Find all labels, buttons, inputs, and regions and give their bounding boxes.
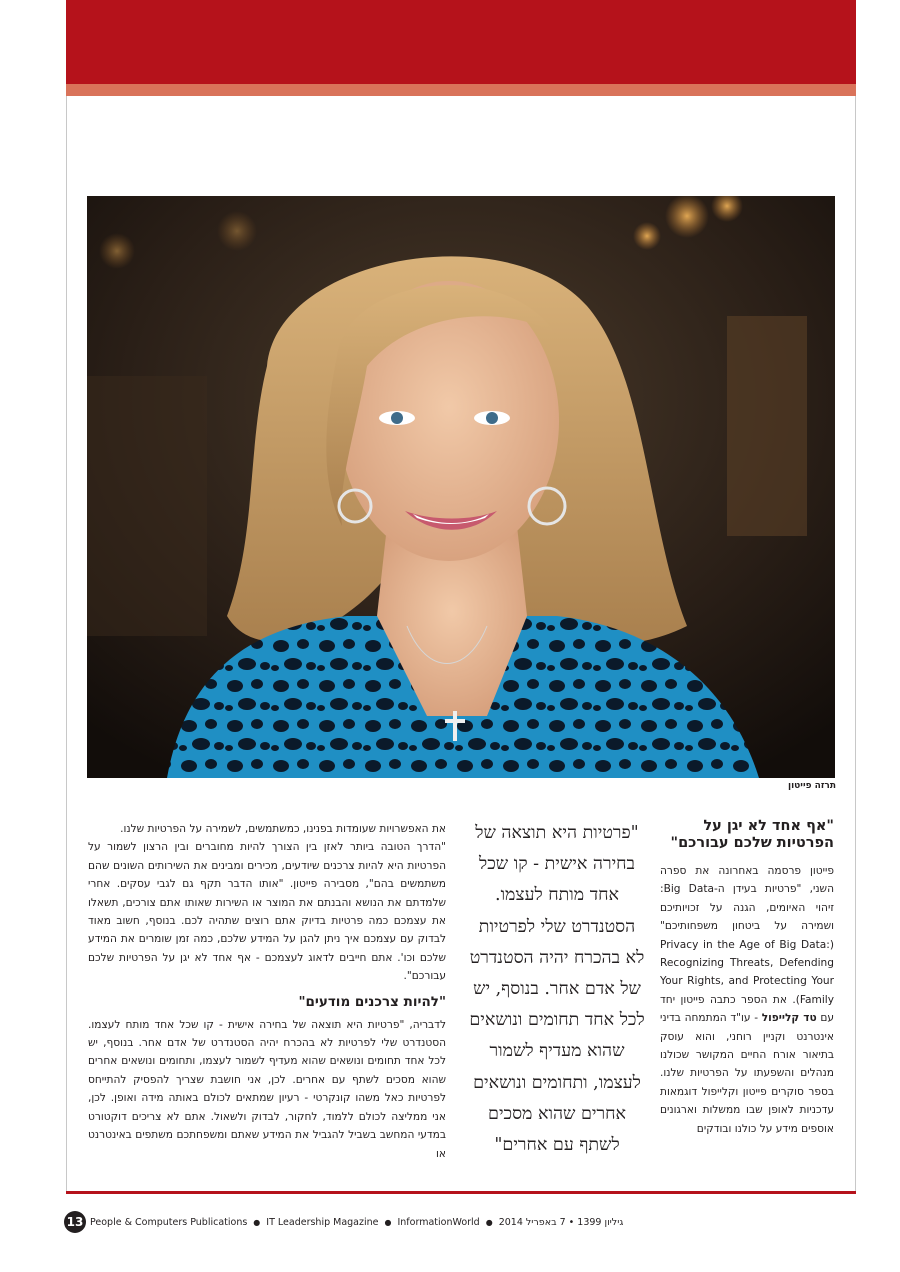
page-footer: [64, 1210, 623, 1234]
article-paragraph-2: "הדרך הטובה ביותר לאזן בין הצורך להיות מחוברים ובין הרצון לשמור על הפרטיות היא להיות צרכנים שיודעים, מכירים ומבינים את השירותים השונים שהם משתמשים בהם", מסבירה פייטון. "אותו הדבר תקף גם לגבי עסקים. אחרי שלמדתם את הנושא והבנתם את המוצר או השירות שאותו אתם צורכים, תשאלו את עצמכם כמה פרטיות בדיוק אתם רוצים שתהיה לכם. בנוסף, חשוב מאוד לבדוק עם עצמכם איך ניתן להגן על המידע שלכם, כמה זמן שומרים את המידע שלכם וכו'. אתם חייבים לדאוג לעצמכם - אף אחד לא יגן על הפרטיות שלכם עבורכם".: [88, 841, 446, 983]
page-frame-left: [66, 96, 67, 1194]
footer-site: InformationWorld: [397, 1216, 480, 1228]
article-paragraph-3: לדבריה, "פרטיות היא תוצאה של בחירה אישית - קו שכל אחד מותח לעצמו. הסטנדרט שלי לפרטיות לא בהכרח יהיה הסטנדרט של אדם אחר. בנוסף, יש לכל אחד תחומים ונושאים שהוא מעדיף לשמור לעצמו, ותחומים ונושאים אחרים שהוא מסכים לשתף עם אחרים. לכן, אני חושבת שצריך להפסיק להתייחס לפרטיות כאל משהו קונקרטי - רעיון שמתאים לכולם באותה מידה ואופן. לכן, אני ממליצה לכולם ללמוד, לחקור, לבדוק ולשאול. אתם לא צריכים דוקטורט במדעי המחשב בשביל להגביל את המידע שאתם ומשפחתכם משתפים באינטרנט או: [88, 1018, 446, 1160]
sidebar-heading: "אף אחד לא יגן על הפרטיות שלכם עבורכם": [670, 818, 834, 851]
article-subheading: "להיות צרכנים מודעים": [298, 993, 446, 1010]
bullet-icon: ●: [485, 1217, 493, 1227]
pull-quote-column: [468, 818, 646, 1161]
sidebar-text-a: פייטון פרסמה באחרונה את ספרה השני, "פרטיות בעידן ה-Big Data: זיהוי האיומים, הגנה על זכויותיכם ושמירה על ביטחון משפחותיכם" (: [660, 865, 834, 951]
photo-credit: תרזה פייטון: [788, 781, 836, 791]
sidebar-column: [660, 818, 834, 1138]
pull-quote: "פרטיות היא תוצאה של בחירה אישית - קו שכל אחד מותח לעצמו. הסטנדרט שלי לפרטיות לא בהכרח יהיה הסטנדרט של אדם אחר. בנוסף, יש לכל אחד תחומים ונושאים שהוא מעדיף לשמור לעצמו, ותחומים ונושאים אחרים שהוא מסכים לשתף עם אחרים": [469, 823, 645, 1156]
coauthor-name: טד קלייפול: [761, 1012, 817, 1025]
footer-publisher: People & Computers Publications: [90, 1216, 248, 1228]
page-frame-right: [855, 96, 856, 1194]
book-title-en: Privacy in the Age of Big Data: Recognizing Threats, Defending Your Rights, and Protecting Your Family: [660, 938, 834, 1006]
sidebar-text-c: - עו"ד המתמחה בדיני אינטרנט וקניין רוחני, והוא עוסק בתיאור אורח החיים המקושר שכולנו מנהלים והשפעתו על הפרטיות שלנו. בספר סוקרים פייטון וקלייפול דוגמאות עדכניות לאופן שבו ממשלות וארגונים אוספים מידע על כולנו ובודקים: [660, 1012, 834, 1135]
page-number: 13: [64, 1211, 86, 1233]
header-accent-strip: [66, 84, 856, 96]
header-color-band: [66, 0, 856, 84]
footer-issue: גיליון 1399 • 7 באפריל 2014: [498, 1216, 624, 1228]
bullet-icon: ●: [253, 1217, 261, 1227]
article-column: [88, 820, 446, 1163]
bullet-icon: ●: [384, 1217, 392, 1227]
portrait-photo: [87, 196, 835, 778]
footer-magazine: IT Leadership Magazine: [266, 1216, 379, 1228]
sidebar-paragraph: [660, 862, 834, 1138]
article-paragraph-1: את האפשרויות שעומדות בפנינו, כמשתמשים, לשמירה על הפרטיות שלנו.: [120, 823, 446, 835]
footer-rule: [66, 1191, 856, 1194]
sidebar-text-b: ). את הספר כתבה פייטון יחד עם: [660, 993, 834, 1025]
